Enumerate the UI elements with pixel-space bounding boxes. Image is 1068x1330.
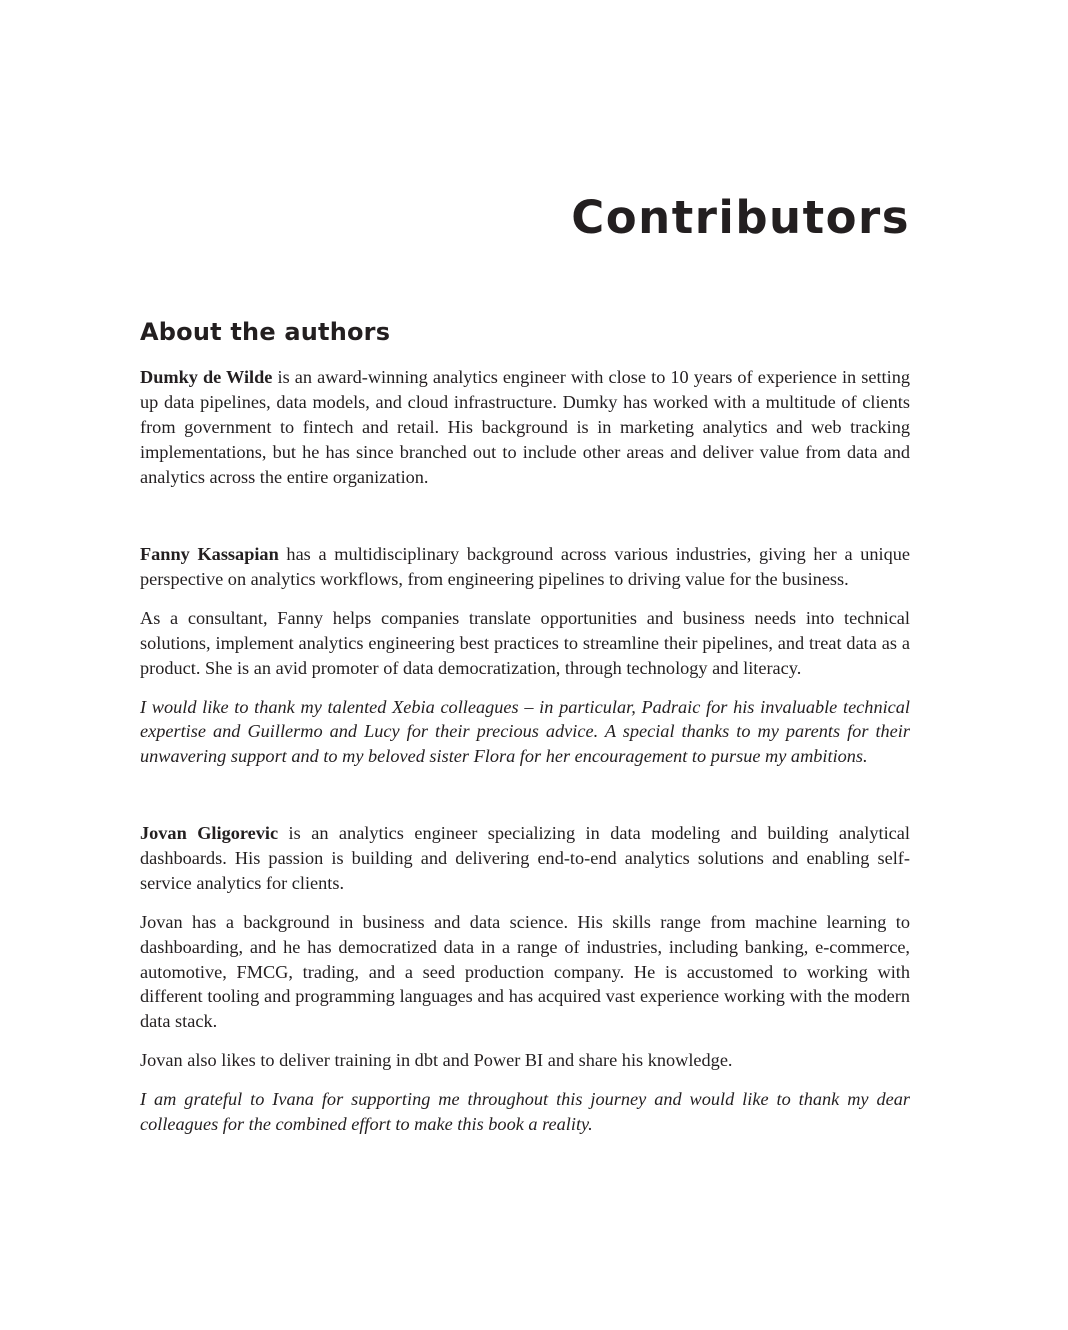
author-intro-paragraph: [140, 365, 910, 490]
author-acknowledgement: I am grateful to Ivana for supporting me throughout this journey and would like to thank my dear colleagues for the combined effort to make this book a reality.: [140, 1089, 910, 1135]
page-title: Contributors: [571, 191, 910, 244]
author-paragraph: Jovan also likes to deliver training in dbt and Power BI and share his knowledge.: [140, 1050, 733, 1071]
section-heading-about-authors: About the authors: [140, 318, 391, 346]
author-bio-fanny-kassapian: [140, 542, 910, 769]
author-acknowledgement: I would like to thank my talented Xebia colleagues – in particular, Padraic for his invaluable technical expertise and Guillermo and Lucy for their precious advice. A special thanks to my parents for their unwavering support and to my beloved sister Flora for her encouragement to pursue my ambitions.: [140, 696, 910, 767]
author-paragraph: Jovan has a background in business and data science. His skills range from machine learning to dashboarding, and he has democratized data in a range of industries, including banking, e-commerce, automotive, FMCG, trading, and a seed production company. He is accustomed to working with different tooling and programming languages and has acquired vast experience working with the modern data stack.: [140, 911, 910, 1032]
author-bio-jovan-gligorevic: [140, 821, 910, 1137]
author-intro-paragraph: [140, 821, 910, 896]
author-intro-text: is an award-winning analytics engineer with close to 10 years of experience in setting up data pipelines, data models, and cloud infrastructure. Dumky has worked with a multitude of clients from government to fintech and retail. His background is in marketing analytics and web tracking implementations, but he has since branched out to include other areas and deliver value from data and analytics across the entire organization.: [140, 367, 910, 487]
author-name: Dumky de Wilde: [140, 367, 273, 387]
author-intro-text: is an analytics engineer specializing in data modeling and building analytical dashboards. His passion is building and delivering end-to-end analytics solutions and enabling self-service analytics for clients.: [140, 823, 910, 893]
author-intro-paragraph: [140, 542, 910, 592]
author-name: Fanny Kassapian: [140, 544, 279, 564]
author-intro-text: has a multidisciplinary background across various industries, giving her a unique perspective on analytics workflows, from engineering pipelines to driving value for the business.: [140, 544, 910, 589]
author-paragraph: As a consultant, Fanny helps companies translate opportunities and business needs into technical solutions, implement analytics engineering best practices to streamline their pipelines, and treat data as a product. She is an avid promoter of data democratization, through technology and literacy.: [140, 607, 910, 678]
author-name: Jovan Gligorevic: [140, 823, 279, 843]
author-bio-dumky-de-wilde: [140, 365, 910, 490]
